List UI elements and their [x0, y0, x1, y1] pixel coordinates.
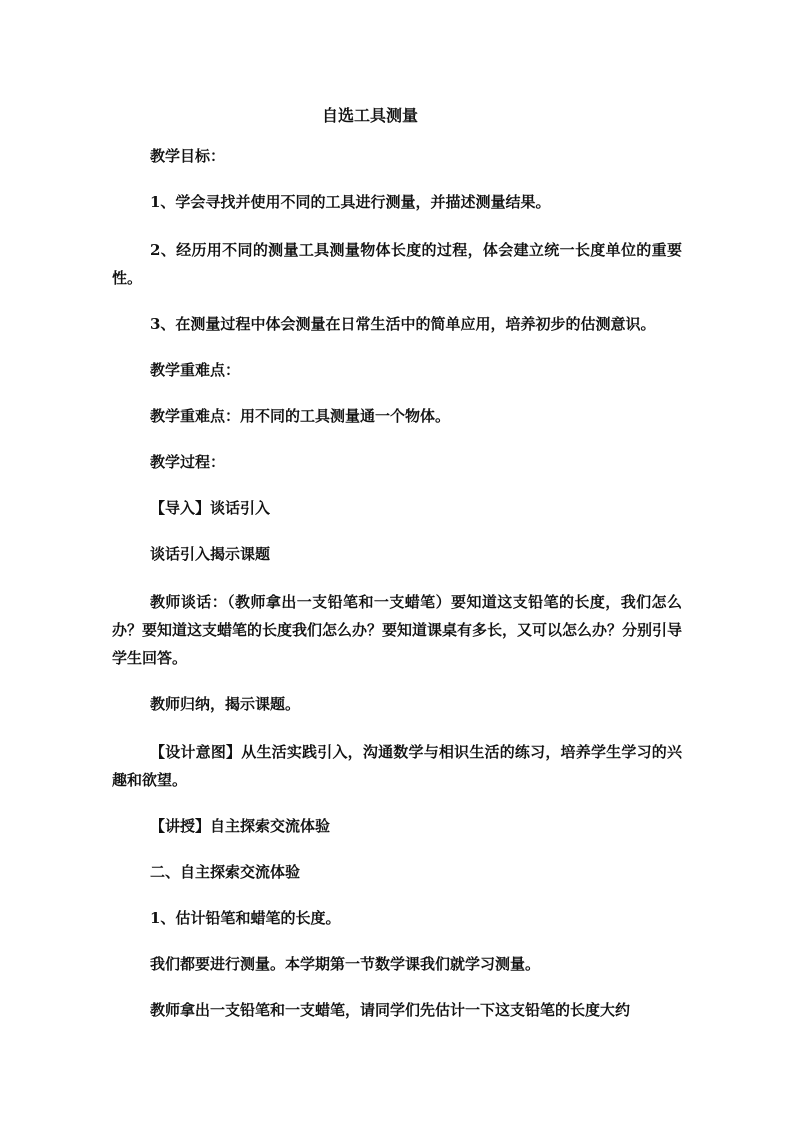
key-points-text: 教学重难点：用不同的工具测量通一个物体。 [150, 407, 451, 425]
lecture-heading: 【讲授】自主探索交流体验 [150, 817, 331, 835]
intro-heading: 【导入】谈话引入 [150, 499, 271, 517]
estimate-heading: 1、估计铅笔和蜡笔的长度。 [150, 909, 341, 927]
section-heading-objectives: 教学目标： [150, 147, 226, 165]
intro-subheading: 谈话引入揭示课题 [150, 545, 271, 563]
teacher-summary: 教师归纳，揭示课题。 [150, 695, 301, 713]
design-intent: 【设计意图】从生活实践引入，沟通数学与相识生活的练习，培养学生学习的兴趣和欲望。 [112, 743, 682, 789]
document-title: 自选工具测量 [321, 106, 418, 125]
measurement-intro: 我们都要进行测量。本学期第一节数学课我们就学习测量。 [150, 955, 541, 973]
teacher-dialogue: 教师谈话：（教师拿出一支铅笔和一支蜡笔）要知道这支铅笔的长度，我们怎么办？要知道这支蜡笔的长度我们怎么办？要知道课桌有多长，又可以怎么办？分别引导学生回答。 [112, 593, 683, 667]
objective-3: 3、在测量过程中体会测量在日常生活中的简单应用，培养初步的估测意识。 [150, 315, 656, 333]
objective-1: 1、学会寻找并使用不同的工具进行测量，并描述测量结果。 [150, 193, 551, 211]
teacher-instruction: 教师拿出一支铅笔和一支蜡笔，请同学们先估计一下这支铅笔的长度大约 [150, 1001, 631, 1019]
document-body [112, 144, 682, 1044]
objective-2: 2、经历用不同的测量工具测量物体长度的过程，体会建立统一长度单位的重要性。 [112, 241, 682, 287]
section-two-heading: 二、自主探索交流体验 [150, 863, 301, 881]
section-heading-process: 教学过程： [150, 453, 226, 471]
section-heading-key-points: 教学重难点： [150, 361, 241, 379]
